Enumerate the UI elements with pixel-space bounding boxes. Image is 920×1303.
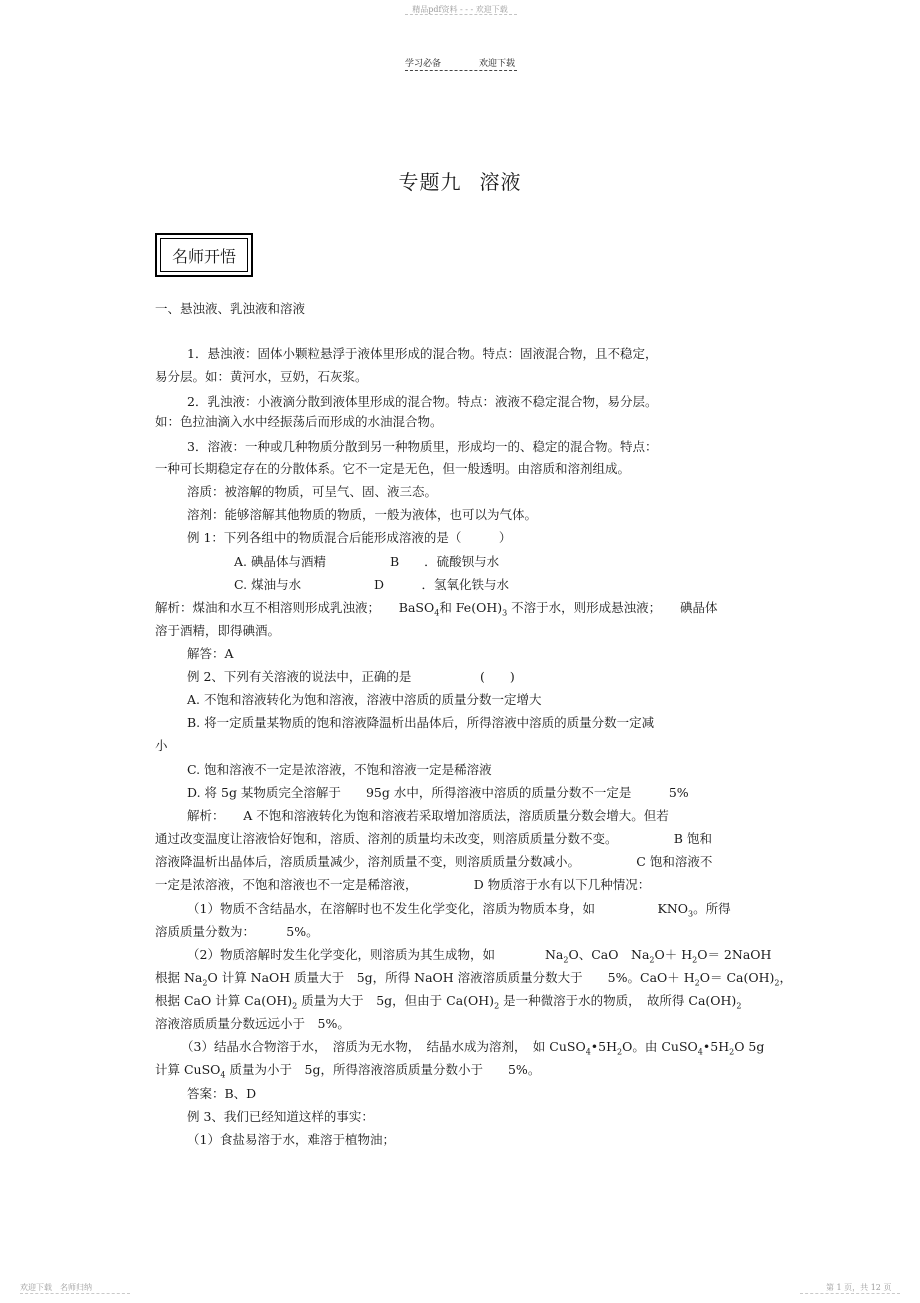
text-line: 溶于酒精，即得碘酒。 bbox=[155, 623, 281, 638]
text-line: 通过改变温度让溶液恰好饱和，溶质、溶剂的质量均未改变，则溶质质量分数不变。 B 饱和 bbox=[155, 831, 712, 846]
text-line: 解析： A 不饱和溶液转化为饱和溶液若采取增加溶质法，溶质质量分数会增大。但若 bbox=[187, 808, 669, 823]
example-2-blank: ( ) bbox=[480, 669, 515, 684]
footer-page-number: 第 1 页，共 12 页 bbox=[826, 1283, 892, 1292]
title-part-1: 专题九 bbox=[398, 170, 462, 194]
text-line: 溶液降温析出晶体后，溶质质量减少，溶剂质量不变，则溶质质量分数减小。 C 饱和溶液不 bbox=[155, 854, 713, 869]
example-3: 例 3、我们已经知道这样的事实： bbox=[187, 1109, 374, 1124]
text-line: （1）食盐易溶于水，难溶于植物油； bbox=[187, 1132, 395, 1147]
text-line: 如：色拉油滴入水中经振荡后而形成的水油混合物。 bbox=[155, 414, 443, 429]
answer-2: 答案：B、D bbox=[187, 1086, 257, 1101]
text-line: D. 将 5g 某物质完全溶解于 95g 水中，所得溶液中溶质的质量分数不一定是 5% bbox=[187, 785, 689, 800]
option-b: B ．硫酸钡与水 bbox=[390, 554, 500, 569]
title-part-2: 溶液 bbox=[479, 170, 522, 194]
text-line: 小 bbox=[155, 738, 168, 753]
text-line: 3．溶液：一种或几种物质分散到另一种物质里，形成均一的、稳定的混合物。特点： bbox=[187, 439, 658, 454]
text-line: B. 将一定质量某物质的饱和溶液降温析出晶体后，所得溶液中溶质的质量分数一定减 bbox=[187, 715, 655, 730]
page-title bbox=[0, 166, 920, 195]
text-line: （3）结晶水合物溶于水， 溶质为无水物， 结晶水成为溶剂， 如 $CuSO_4•5H_2O$。由 $CuSO_4•5H_2O$ 5g bbox=[181, 1039, 765, 1057]
section-box-label: 名师开悟 bbox=[160, 238, 248, 272]
top-divider bbox=[405, 14, 517, 15]
header-divider bbox=[405, 70, 517, 71]
text-line: 溶液溶质质量分数远远小于 5%。 bbox=[155, 1016, 350, 1031]
text-line: 溶质：被溶解的物质，可呈气、固、液三态。 bbox=[187, 484, 438, 499]
example-1: 例 1：下列各组中的物质混合后能形成溶液的是（ ） bbox=[187, 530, 512, 545]
footer-left-divider bbox=[20, 1293, 130, 1294]
header-right-note: 欢迎下载 bbox=[479, 59, 516, 69]
text-line: 易分层。如：黄河水，豆奶，石灰浆。 bbox=[155, 369, 368, 384]
text-line: （2）物质溶解时发生化学变化，则溶质为其生成物，如 $Na_2O$、CaO $Na_2O+ H_2O=$ 2NaOH bbox=[187, 947, 772, 965]
option-a: A. 碘晶体与酒精 bbox=[234, 554, 326, 569]
text-line: 2．乳浊液：小液滴分散到液体里形成的混合物。特点：液液不稳定混合物，易分层。 bbox=[187, 394, 658, 409]
answer-1: 解答：A bbox=[187, 646, 234, 661]
text-line: 计算 CuSO$_4$ 质量为小于 5g，所得溶液溶质质量分数小于 5%。 bbox=[155, 1062, 541, 1080]
text-line: 一种可长期稳定存在的分散体系。它不一定是无色，但一般透明。由溶质和溶剂组成。 bbox=[155, 461, 631, 476]
option-d: D ．氢氧化铁与水 bbox=[374, 577, 510, 592]
text-line: 根据 CaO 计算 $Ca(OH)_2$ 质量为大于 5g，但由于 $Ca(OH)_2$ 是一种微溶于水的物质， 故所得 $Ca(OH)_2$ bbox=[155, 993, 742, 1011]
section-heading: 一、悬浊液、乳浊液和溶液 bbox=[155, 301, 306, 316]
text-line: A. 不饱和溶液转化为饱和溶液，溶液中溶质的质量分数一定增大 bbox=[187, 692, 542, 707]
footer-left: 欢迎下载 名师归纳 bbox=[20, 1283, 92, 1292]
text-line: 一定是浓溶液，不饱和溶液也不一定是稀溶液， D 物质溶于水有以下几种情况： bbox=[155, 877, 651, 892]
option-c: C. 煤油与水 bbox=[234, 577, 302, 592]
text-line: （1）物质不含结晶水，在溶解时也不发生化学变化，溶质为物质本身，如 $KNO_3$。所得 bbox=[187, 901, 731, 919]
top-banner: 精品pdf资料 - - - 欢迎下载 bbox=[412, 5, 508, 14]
text-line: 溶质质量分数为： 5%。 bbox=[155, 924, 319, 939]
text-line: C. 饱和溶液不一定是浓溶液，不饱和溶液一定是稀溶液 bbox=[187, 762, 492, 777]
section-box bbox=[155, 233, 253, 277]
footer-right-divider bbox=[800, 1293, 900, 1294]
text-line: 根据 $Na_2O$ 计算 NaOH 质量大于 5g，所得 NaOH 溶液溶质质量分数大于 5%。$CaO+ H_2O= Ca(OH)_2$， bbox=[155, 970, 792, 988]
example-2: 例 2、下列有关溶液的说法中，正确的是 bbox=[187, 669, 412, 684]
text-line: 解析：煤油和水互不相溶则形成乳浊液； BaSO$_4$和 $Fe(OH)_3$ 不溶于水，则形成悬浊液； 碘晶体 bbox=[155, 600, 718, 618]
text-line: 1．悬浊液：固体小颗粒悬浮于液体里形成的混合物。特点：固液混合物，且不稳定， bbox=[187, 346, 658, 361]
header-left-note: 学习必备 bbox=[405, 59, 442, 69]
text-line: 溶剂：能够溶解其他物质的物质，一般为液体，也可以为气体。 bbox=[187, 507, 538, 522]
